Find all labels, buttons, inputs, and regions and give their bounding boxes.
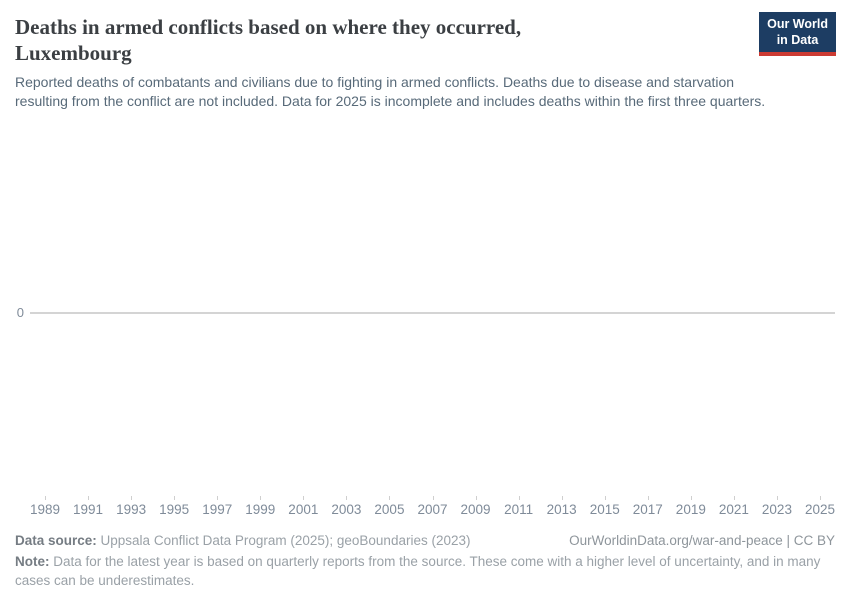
x-tick-mark	[303, 496, 304, 500]
x-tick-mark	[734, 496, 735, 500]
owid-logo-line2: in Data	[776, 32, 819, 47]
x-tick-mark	[777, 496, 778, 500]
x-tick-label-2017: 2017	[632, 502, 663, 517]
x-tick-label-1989: 1989	[29, 502, 61, 517]
x-tick-label-1997: 1997	[202, 502, 233, 517]
x-tick-mark	[45, 496, 46, 500]
x-tick-mark	[260, 496, 261, 500]
footnote-text: Data for the latest year is based on quarterly reports from the source. These come with a higher level of uncertainty, and in many cases can be underestimates.	[15, 554, 821, 588]
y-axis-zero-label: 0	[16, 305, 24, 320]
x-tick-label-2009: 2009	[460, 502, 491, 517]
x-tick-label-2013: 2013	[546, 502, 577, 517]
x-tick-mark	[217, 496, 218, 500]
owid-logo-line1: Our World	[767, 17, 828, 31]
x-tick-label-2003: 2003	[331, 502, 362, 517]
chart-title-line1: Deaths in armed conflicts based on where they occurred,	[15, 15, 522, 39]
x-tick-label-2025: 2025	[804, 502, 836, 517]
x-tick-mark	[519, 496, 520, 500]
x-tick-mark	[648, 496, 649, 500]
chart-subtitle-line2: resulting from the conflict are not included. Data for 2025 is incomplete and includes deaths within the first three quarters.	[15, 93, 766, 109]
data-source-label: Data source:	[15, 533, 97, 548]
x-tick-mark	[88, 496, 89, 500]
x-tick-label-2005: 2005	[374, 502, 405, 517]
x-axis	[29, 496, 836, 520]
x-tick-mark	[433, 496, 434, 500]
footnote	[15, 552, 828, 590]
chart-title-line2: Luxembourg	[15, 41, 132, 65]
x-tick-label-2019: 2019	[675, 502, 706, 517]
chart-subtitle-line1: Reported deaths of combatants and civilians due to fighting in armed conflicts. Deaths due to disease and starvation	[15, 74, 735, 90]
x-tick-mark	[562, 496, 563, 500]
zero-gridline	[30, 312, 835, 314]
x-tick-label-2011: 2011	[504, 502, 534, 517]
x-tick-label-2015: 2015	[589, 502, 620, 517]
x-tick-mark	[691, 496, 692, 500]
x-tick-mark	[820, 496, 821, 500]
x-tick-mark	[346, 496, 347, 500]
chart-subtitle	[15, 73, 837, 111]
x-tick-label-2021: 2021	[718, 502, 749, 517]
owid-logo[interactable]	[759, 12, 836, 56]
x-tick-label-2023: 2023	[761, 502, 792, 517]
x-tick-label-1999: 1999	[245, 502, 276, 517]
data-source-text: Uppsala Conflict Data Program (2025); geoBoundaries (2023)	[96, 533, 471, 548]
x-tick-mark	[476, 496, 477, 500]
x-tick-label-2001: 2001	[288, 502, 319, 517]
x-tick-mark	[174, 496, 175, 500]
data-source[interactable]	[15, 532, 470, 550]
x-tick-label-1993: 1993	[116, 502, 147, 517]
x-tick-label-1995: 1995	[159, 502, 190, 517]
footnote-label: Note:	[15, 554, 50, 569]
footer-source-row	[15, 532, 835, 550]
x-tick-label-1991: 1991	[73, 502, 104, 517]
x-tick-mark	[389, 496, 390, 500]
chart-title	[15, 14, 755, 66]
x-tick-mark	[131, 496, 132, 500]
x-tick-label-2007: 2007	[417, 502, 448, 517]
citation-link[interactable]: OurWorldinData.org/war-and-peace | CC BY	[569, 533, 835, 548]
x-tick-mark	[605, 496, 606, 500]
